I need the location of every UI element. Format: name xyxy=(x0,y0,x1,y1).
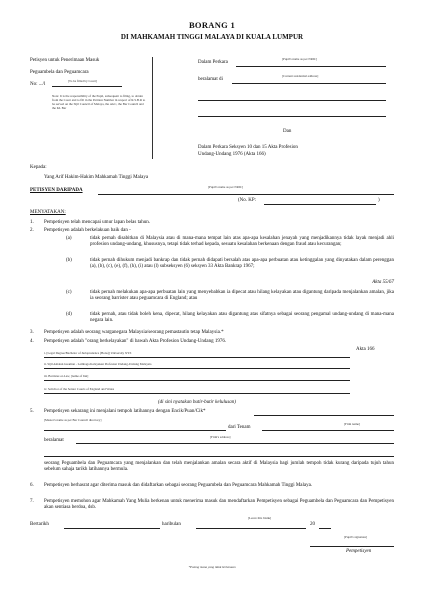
para-6: Pempetisyen berhasrat agar diterima masuk dan didaftarkan sebagai seorang Peguambela dan Peguamcara Mahkamah Tinggi Malaya. xyxy=(44,483,313,488)
firm-address-line-2 xyxy=(44,456,394,457)
qualification-3: iii. Barrister-at-Law, [name of Inn] xyxy=(44,374,89,378)
para-7-num: 7. xyxy=(30,499,34,504)
akta-166: Akta 166 xyxy=(356,347,375,352)
para-1-num: 1. xyxy=(30,220,34,225)
petition-number-label: No: .../l xyxy=(30,82,46,87)
date-hint: [Leave this blank] xyxy=(248,516,272,520)
para-2-num: 2. xyxy=(30,228,34,233)
signature-line xyxy=(310,546,394,547)
year-label: 20 xyxy=(310,522,315,527)
footnote: *Potong mana yang tidak berkenaan xyxy=(188,565,236,569)
form-title: BORANG 1 xyxy=(188,20,236,30)
dalam-perkara-label: Dalam Perkara xyxy=(198,60,228,65)
month-line xyxy=(196,528,306,529)
pupil-name-line xyxy=(236,66,386,67)
qualification-4: iv. Solicitor of the Senior Courts of England and Wales xyxy=(44,387,115,391)
para-2: Pempetisyen adalah berkelakuan baik dan - xyxy=(44,228,131,233)
bracket-line xyxy=(152,57,153,159)
qualification-2: ii. Sijil Amalan Guaman - Lembaga Kelayakan Profesion Undang-Undang Malaysia xyxy=(44,362,152,366)
petition-note: Note: It is the responsibility of the Pupil, subsequent to filing, to obtain from the Court and to fill in the Petition Number in respect of R.S.B.R to be served on the Sijil Council of Malaya, the AGC, the Bar Council and the KL Bar xyxy=(52,94,146,110)
haribulan-label: haribulan xyxy=(162,522,181,527)
para-3: Pempetisyen adalah seorang warganegara Malaysia/seorang pemastautin tetap Malaysia.* xyxy=(44,330,224,335)
petition-number-hint: [To be filled by Court] xyxy=(68,79,97,83)
seksyen-line-2: Undang-Undang 1976 (Akta 166) xyxy=(198,152,266,157)
para-5-num: 5. xyxy=(30,409,34,414)
sub-a-text: tidak pernah disabitkan di Malaysia atau di mana-mana tempat lain atas apa-apa kesalahan jenayah yang menjadikannya tidak layak menjadi ahli profesion undang-undang, khususnya, tetapi tidak terhad kepada, sesuatu kesalahan berkenaan dengan fraud atau kecurangan; xyxy=(90,236,394,248)
address-line-1 xyxy=(232,83,386,84)
sub-b-text: tidak pernah dihukum menjadi bankrap dan tidak pernah didapati bersalah atas apa-apa perbuatan atau ketinggalan yang dinyatakan dalam perenggan (a), (b), (c), (e), (f), (h), (i) atau (l) subseksyen (6) seksyen 33 Akta Bankrap 1967; xyxy=(90,258,394,270)
dan-label: Dan xyxy=(283,129,292,134)
petisyen-name-hint: [Pupil's name as per NRIC] xyxy=(208,185,244,189)
qualification-1: i. [Legal Degree/Bachelor of Jurisprudence (Hons)] University XYZ xyxy=(44,351,132,355)
petisyen-label: PETISYEN DARIPADA xyxy=(30,188,83,193)
firm-address-label: beralamat xyxy=(44,438,64,443)
beralamat-label: beralamat di xyxy=(198,77,223,82)
kepada-label: Kepada: xyxy=(30,165,47,170)
para-6-num: 6. xyxy=(30,483,34,488)
sub-c-label: (c) xyxy=(66,290,72,295)
sub-b-label: (b) xyxy=(66,258,72,263)
address-line-3 xyxy=(198,116,386,117)
para-5-line xyxy=(254,415,394,416)
court-title: DI MAHKAMAH TINGGI MALAYA DI KUALA LUMPUR xyxy=(120,33,304,41)
sub-d-text: tidak pernah, atau tidak boleh kena, dipecat, hilang kelayakan atau digantung atas sifatnya sebagai seorang pengamal undang-undang di mana-mana negara lain. xyxy=(90,312,394,324)
master-hint: [Master's name as per Bar Council directory] xyxy=(44,418,102,422)
para-5-cont: seorang Peguambela dan Peguamcara yang menjalankan dan telah menjalankan amalan secara aktif di Malaysia bagi jumlah tempoh tidak kurang daripada tujuh tahun sebelum sahaja tarikh latihannya bermula. xyxy=(44,461,394,473)
petition-line-2: Peguambela dan Peguamcara xyxy=(30,70,89,75)
petisyen-name-line xyxy=(98,194,394,195)
day-line xyxy=(64,528,160,529)
sub-d-label: (d) xyxy=(66,312,72,317)
firm-address-hint: [Firm's address] xyxy=(210,435,231,439)
para-4-num: 4. xyxy=(30,339,34,344)
kp-end: ) xyxy=(378,198,380,203)
pempetisyen-label: Pempetisyen xyxy=(346,549,372,554)
firm-address-line-1 xyxy=(76,443,394,444)
qualification-line-3 xyxy=(44,380,350,381)
qualification-line-4 xyxy=(44,393,350,394)
kp-label: (No. KP: xyxy=(238,198,257,203)
para-7: Pempetisyen memohon agar Mahkamah Yang Mulia berkenan untuk menerima masuk dan mendaftarkan Pempetisyen sebagai Peguambela dan Peguamcara dan Pempetisyen akan sentiasa berdoa, dsb. xyxy=(44,499,394,511)
menyatakan-label: MENYATAKAN: xyxy=(30,210,66,215)
year-line xyxy=(319,528,331,529)
signature-hint: [Pupil's signature] xyxy=(344,535,368,539)
qualification-note: (di sini nyatakan butir-butir kelulusan) xyxy=(158,400,236,405)
para-1: Pempetisyen telah mencapai umur lapan belas tahun. xyxy=(44,220,150,225)
sub-c-text: tidak pernah melakukan apa-apa perbuatan lain yang menyebabkan ia dipecat atau hilang kelayakan atau digantung daripada menjalankan amalan, jika ia seorang barrister atau peguamcara di England; atau xyxy=(90,290,394,302)
bertarikh-label: Bertarikh xyxy=(30,522,49,527)
firm-line xyxy=(262,430,394,431)
pupil-name-hint: [Pupil's name as per NRIC] xyxy=(282,57,318,61)
dari-tenam-label: dari Tenam xyxy=(228,425,251,430)
para-4: Pempetisyen adalah "orang berkelayakan" di bawah Akta Profesion Undang-Undang 1976. xyxy=(44,339,227,344)
para-3-num: 3. xyxy=(30,330,34,335)
seksyen-line-1: Dalam Perkara Seksyen 10 dan 15 Akta Profesion xyxy=(198,145,298,150)
master-line xyxy=(44,430,226,431)
sub-a-label: (a) xyxy=(66,236,72,241)
petition-number-line xyxy=(52,86,122,87)
para-5: Pempetisyen sekarang ini menjalani tempoh latihannya dengan Encik/Puan/Cik* xyxy=(44,409,206,414)
akta-55-67: Akta 55/67 xyxy=(372,280,394,285)
address-hint: [Current residential address] xyxy=(282,74,319,78)
qualification-line-2 xyxy=(44,368,350,369)
petition-line-1: Petisyen untuk Penerimaan Masuk xyxy=(30,58,100,63)
firm-hint: [Firm name] xyxy=(344,422,361,426)
qualification-line-1 xyxy=(44,357,350,358)
address-line-2 xyxy=(198,100,386,101)
kp-line xyxy=(264,204,376,205)
kepada-text: Yang Arif Hakim-Hakim Mahkamah Tinggi Malaya xyxy=(44,175,149,180)
